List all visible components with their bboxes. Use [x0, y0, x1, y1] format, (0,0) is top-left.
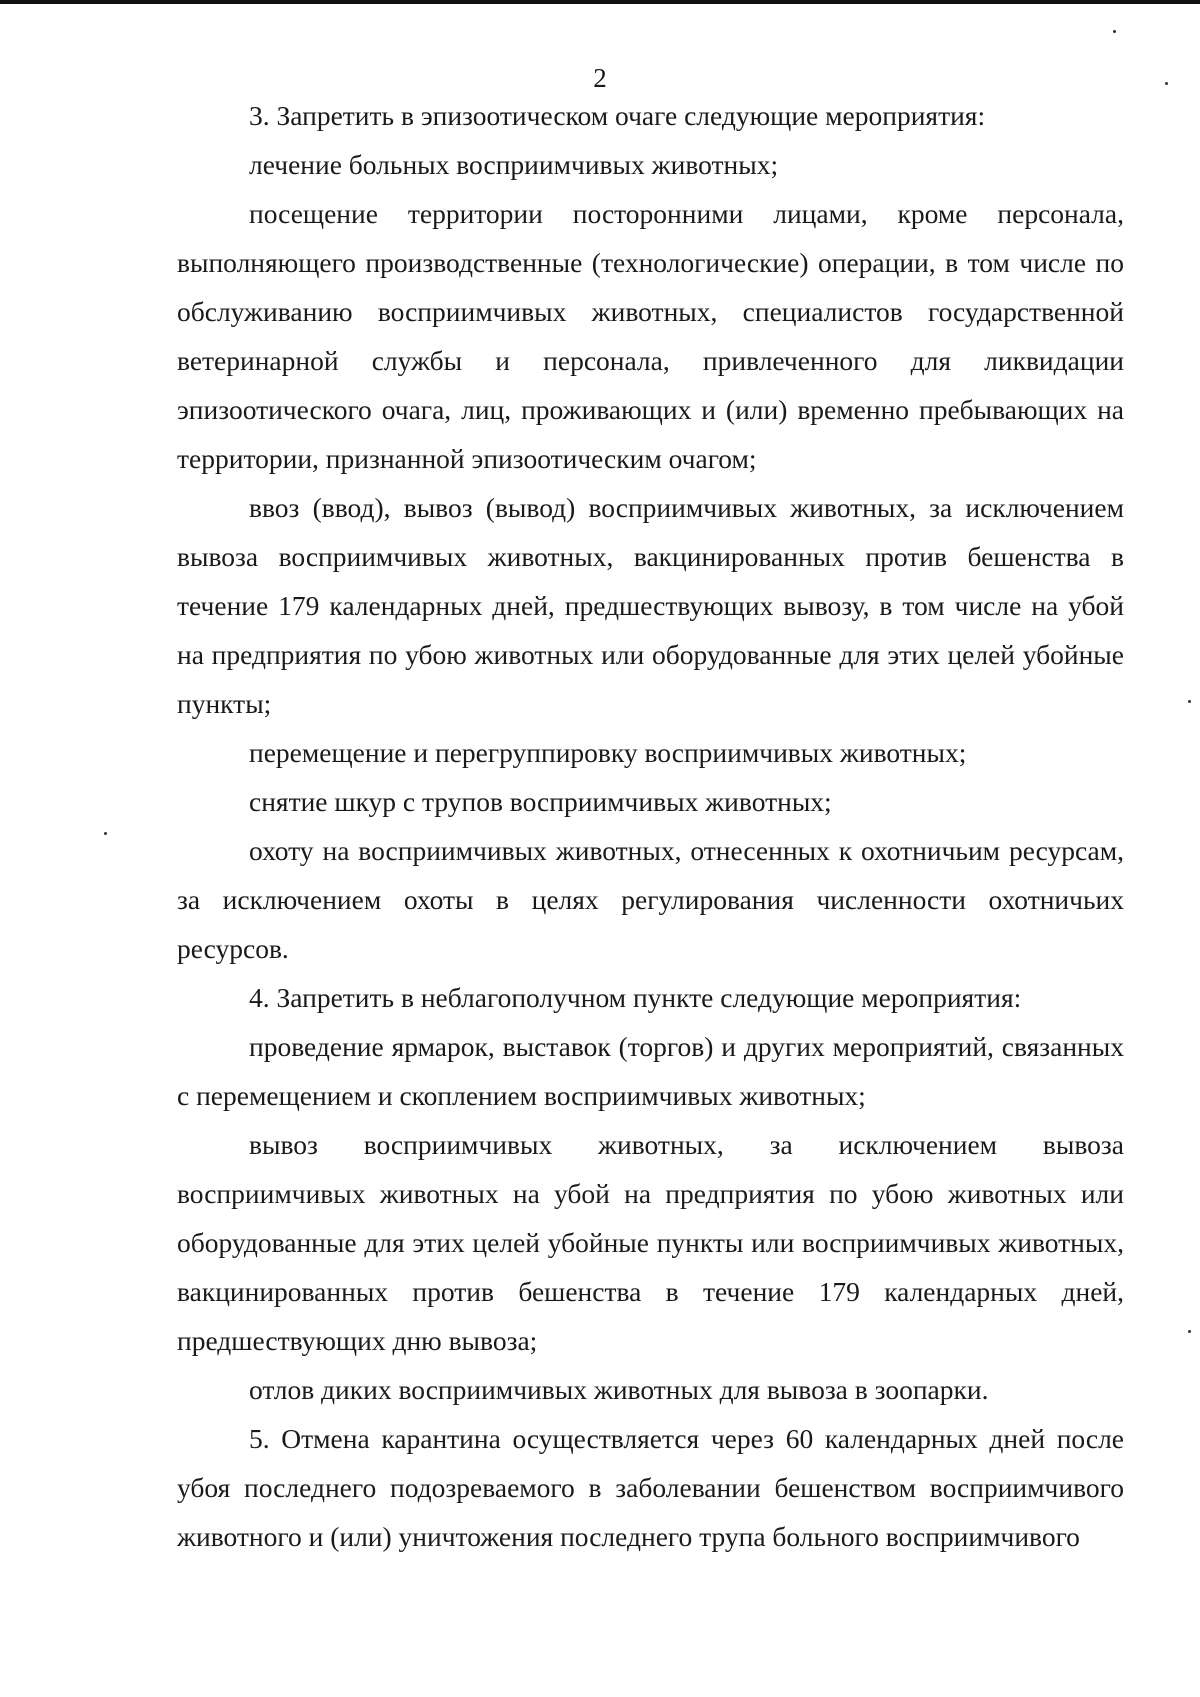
document-body	[177, 91, 1124, 1561]
scan-speck	[104, 832, 107, 835]
scan-top-edge	[0, 0, 1200, 4]
scan-speck	[1165, 82, 1168, 85]
paragraph-treatment: лечение больных восприимчивых животных;	[249, 149, 779, 180]
scan-speck	[1188, 1330, 1191, 1333]
paragraph-clause-4-heading: 4. Запретить в неблагополучном пункте следующие мероприятия:	[249, 982, 1022, 1013]
page-number: 2	[593, 63, 607, 93]
paragraph-clause-3-heading: 3. Запретить в эпизоотическом очаге следующие мероприятия:	[249, 100, 986, 131]
paragraph-visiting-territory: посещение территории посторонними лицами, кроме персонала, выполняющего производственные (технологические) операции, в том числе по обслуживанию восприимчивых животных, специалистов государственной ветеринарной службы и персонала, привлеченного для ликвидации эпизоотического очага, лиц, проживающих и (или) временно пребывающих на территории, признанной эпизоотическим очагом;	[177, 198, 1124, 474]
scan-speck	[1113, 30, 1116, 33]
paragraph-hunting: охоту на восприимчивых животных, отнесенных к охотничьим ресурсам, за исключением охоты в целях регулирования численности охотничьих ресурсов.	[177, 835, 1124, 964]
paragraph-export-exception: вывоз восприимчивых животных, за исключением вывоза восприимчивых животных на убой на предприятия по убою животных или оборудованные для этих целей убойные пункты или восприимчивых животных, вакцинированных против бешенства в течение 179 календарных дней, предшествующих дню вывоза;	[177, 1129, 1124, 1356]
scan-speck	[1188, 700, 1191, 703]
paragraph-moving-regrouping: перемещение и перегруппировку восприимчивых животных;	[249, 737, 967, 768]
paragraph-skinning: снятие шкур с трупов восприимчивых животных;	[249, 786, 832, 817]
paragraph-fairs: проведение ярмарок, выставок (торгов) и других мероприятий, связанных с перемещением и скоплением восприимчивых животных;	[177, 1031, 1124, 1111]
paragraph-import-export: ввоз (ввод), вывоз (вывод) восприимчивых животных, за исключением вывоза восприимчивых животных, вакцинированных против бешенства в течение 179 календарных дней, предшествующих вывозу, в том числе на убой на предприятия по убою животных или оборудованные для этих целей убойные пункты;	[177, 492, 1124, 719]
paragraph-clause-5-quarantine: 5. Отмена карантина осуществляется через 60 календарных дней после убоя последнего подозреваемого в заболевании бешенством восприимчивого животного и (или) уничтожения последнего трупа больного восприимчивого	[177, 1423, 1124, 1552]
paragraph-capture: отлов диких восприимчивых животных для вывоза в зоопарки.	[249, 1374, 989, 1405]
